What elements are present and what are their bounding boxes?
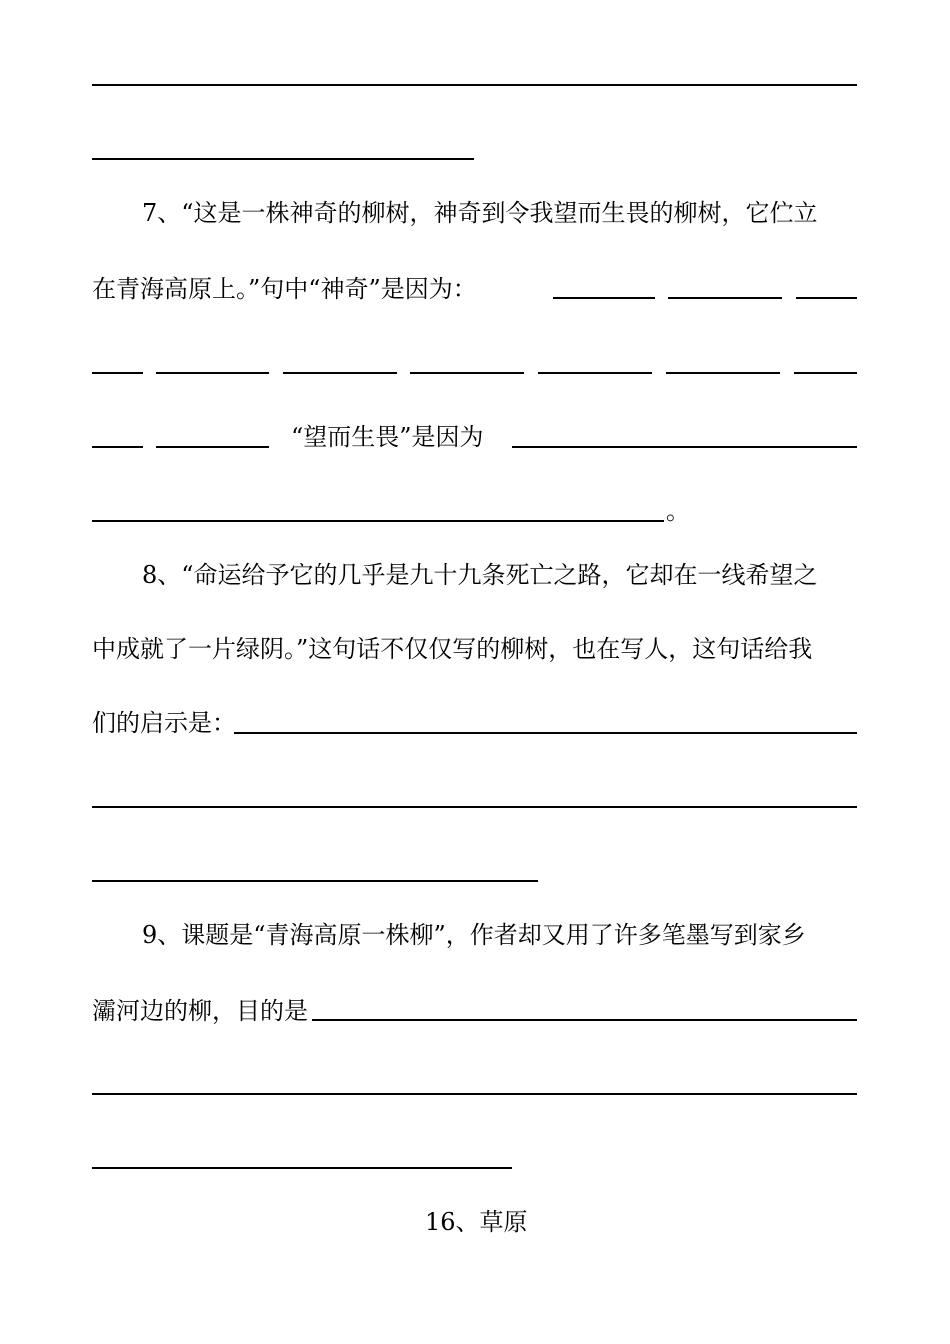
q8-line2: 中成就了一片绿阴。”这句话不仅仅写的柳树，也在写人，这句话给我 <box>92 635 813 663</box>
q7-blank[interactable] <box>92 446 143 448</box>
q7-blank[interactable] <box>92 372 143 374</box>
q7-blank[interactable] <box>796 297 857 299</box>
q7-answer-line[interactable] <box>92 520 664 522</box>
q9-answer-line[interactable] <box>92 1093 857 1095</box>
q8-answer-line[interactable] <box>234 732 857 734</box>
q8-answer-line[interactable] <box>92 806 857 808</box>
q7-blank[interactable] <box>156 446 269 448</box>
q8-answer-line[interactable] <box>92 880 538 882</box>
section-title: 16、草原 <box>425 1208 528 1236</box>
q7-blank[interactable] <box>666 372 780 374</box>
answer-line <box>92 158 474 160</box>
q8-line1: 8、“命运给予它的几乎是九十九条死亡之路，它却在一线希望之 <box>142 561 818 589</box>
q7-blank[interactable] <box>538 372 652 374</box>
q7-blank[interactable] <box>794 372 857 374</box>
q7-end-punct: 。 <box>666 497 690 525</box>
q9-line1: 9、课题是“青海高原一株柳”，作者却又用了许多笔墨写到家乡 <box>142 921 806 949</box>
q8-line3: 们的启示是： <box>92 709 236 737</box>
q7-blank[interactable] <box>410 372 524 374</box>
q7-line1: 7、“这是一株神奇的柳树，神奇到令我望而生畏的柳树，它伫立 <box>142 199 818 227</box>
q7-answer-line[interactable] <box>512 446 857 448</box>
answer-line <box>92 84 857 86</box>
q9-answer-line[interactable] <box>312 1019 857 1021</box>
q7-blank[interactable] <box>553 297 655 299</box>
q7-line2: 在青海高原上。”句中“神奇”是因为： <box>92 275 477 303</box>
q9-line2: 灞河边的柳，目的是 <box>92 997 308 1025</box>
q7-blank[interactable] <box>668 297 782 299</box>
q7-part2: “望而生畏”是因为 <box>291 423 484 451</box>
q7-blank[interactable] <box>156 372 269 374</box>
q9-answer-line[interactable] <box>92 1167 512 1169</box>
q7-blank[interactable] <box>283 372 397 374</box>
